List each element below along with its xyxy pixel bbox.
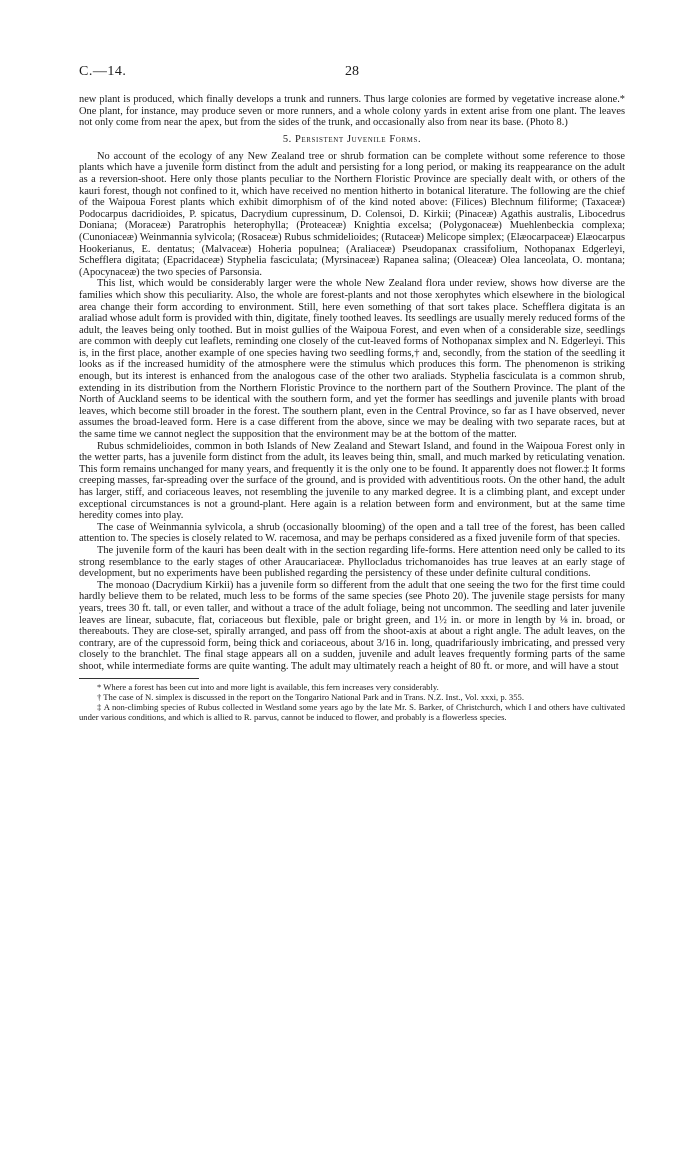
page-number: 28: [345, 64, 359, 79]
footnote: * Where a forest has been cut into and more light is available, this fern increases very considerably.: [97, 681, 439, 692]
paragraph-schefflera-styphelia: This list, which would be considerably larger were the whole New Zealand flora under review, shows how diverse are the families which show this peculiarity. Also, the whole are forest-plants and not those xerophytes which elsewhere in the biological area change their form according to environment. Still, here even something of that sort takes place. Schefflera digitata is an araliad whose adult form is provided with thin, digitate, finely toothed leaves. Its seedlings are usually merely reduced forms of the adult, the leaves being only toothed. But in moist gullies of the Waipoua Forest, and even when of a considerable size, seedlings are common with deeply cut leaflets, reminding one closely of the cut-leaved forms of Nothopanax simplex and N. Edgerleyi. This is, in the first place, another example of one species having two seedling forms,† and, secondly, from the station of the seedling it looks as if the increased humidity of the atmosphere were the stimulus which produces this form. The phenomenon is striking enough, but its interest is enhanced from the analogous case of the other two araliads. Styphelia fasciculata is a common shrub, extending in its distribution from the Northern Floristic Province to the northern part of the Southern Province. The plant of the North of Auckland seems to be identical with the southern form, and yet the former has seedlings and juvenile plants with broad leaves, which become still broader in the forest. The southern plant, even in the Central Province, so far as I have observed, never assumes the broad-leaved form. Here is a case different from the above, since we may be dealing with two separate races, but at the same time we cannot neglect the supposition that the environment may be at the bottom of the matter.: [79, 278, 625, 441]
footnote-divider: [79, 678, 199, 679]
footnotes: [79, 682, 625, 722]
paragraph-rubus: Rubus schmidelioides, common in both Islands of New Zealand and Stewart Island, and found in the Waipoua Forest only in the wetter parts, has a juvenile form distinct from the adult, its leaves being thin, small, and much marked by reticulating venation. This form remains unchanged for many years, and frequently it is the only one to be found. It apparently does not flower.‡ It forms creeping masses, far-spreading over the surface of the ground, and is provided with adventitious roots. On the other hand, the adult has larger, stiff, and coriaceous leaves, not resembling the juvenile to any marked degree. It is a climbing plant, and except under exceptional circumstances is not a ground-plant. Here again is a relation between form and environment, but at the same time heredity comes into play.: [79, 440, 625, 522]
page-header: [79, 64, 625, 84]
section-heading: 5. Persistent Juvenile Forms.: [282, 133, 422, 145]
paragraph-dimorphism-list: No account of the ecology of any New Zealand tree or shrub formation can be complete without some reference to those plants which have a juvenile form distinct from the adult and persisting for a long period, or making its reappearance on the adult as a reversion-shoot. Here only those plants peculiar to the Northern Floristic Province are specially dealt with, or others of the kauri forest, though not confined to it, which have received no mention hitherto in botanical literature. The following are the chief of the Waipoua Forest plants which exhibit dimorphism of of the kind noted above: (Filices) Blechnum filiforme; (Taxaceæ) Podocarpus dacridioides, P. spicatus, Dacrydium cupressinum, D. Colensoi, D. Kirkii; (Pinaceæ) Agathis australis, Libocedrus Doniana; (Moraceæ) Paratrophis heterophylla; (Proteaceæ) Knightia excelsa; (Polygonaceæ) Muehlenbeckia complexa; (Cunoniaceæ) Weinmannia sylvicola; (Rosaceæ) Rubus schmidelioides; (Rutaceæ) Melicope simplex; (Elæocarpaceæ) Elæocarpus Hookerianus, E. dentatus; (Malvaceæ) Hoheria populnea; (Araliaceæ) Pseudopanax crassifolium, Nothopanax Edgerleyi, Schefflera digitata; (Epacridaceæ) Styphelia fasciculata; (Myrsinaceæ) Rapanea salina; (Oleaceæ) Olea lanceolata, O. montana; (Apocynaceæ) the two species of Parsonsia.: [79, 150, 625, 278]
paragraph-weinmannia: The case of Weinmannia sylvicola, a shrub (occasionally blooming) of the open and a tall tree of the forest, has been called attention to. The species is closely related to W. racemosa, and may be perhaps considered as a fixed juvenile form of that species.: [79, 521, 625, 545]
footnote: † The case of N. simplex is discussed in the report on the Tongariro National Park and in Trans. N.Z. Inst., Vol. xxxi, p. 355.: [97, 691, 524, 702]
footnote: ‡ A non-climbing species of Rubus collected in Westland some years ago by the late Mr. S. Barker, of Christchurch, which I and others have cultivated under various conditions, and which is allied to R. parvus, cannot be induced to flower, and probably is a flowerless species.: [79, 701, 625, 722]
document-reference: C.—14.: [79, 64, 127, 79]
page-body: [79, 94, 625, 722]
paragraph-monoao: The monoao (Dacrydium Kirkii) has a juvenile form so different from the adult that one seeing the two for the first time could hardly believe them to be related, much less to be forms of the same species (see Photo 20). The juvenile stage persists for many years, trees 30 ft. tall, or even taller, and without a trace of the adult foliage, being not uncommon. The seedling and later juvenile leaves are linear, subacute, flat, coriaceous but flexible, pale or bright green, and 1½ in. or more in length by ⅛ in. broad, or thereabouts. They are close-set, spirally arranged, and pass off from the shoot-axis at about a right angle. The adult leaves, on the contrary, are of the cupressoid form, being thick and coriaceous, about 3/16 in. long, quadrifariously imbricating, and pressed very closely to the branchlet. The final stage appears all on a sudden, juvenile and adult leaves frequently forming parts of the same shoot, while intermediate forms are quite wanting. The adult may ultimately reach a height of 80 ft. or more, and will have a stout: [79, 579, 625, 672]
paragraph-intro: new plant is produced, which finally develops a trunk and runners. Thus large colonies are formed by vegetative increase alone.* One plant, for instance, may produce seven or more runners, and a whole colony yards in extent arise from one plant. The leaves not only come from near the apex, but from the sides of the trunk, and occasionally also from near its base. (Photo 8.): [79, 94, 625, 129]
paragraph-kauri: The juvenile form of the kauri has been dealt with in the section regarding life-forms. Here attention need only be called to its strong resemblance to the early stages of other Araucariaceæ. Phyllocladus trichomanoides has true leaves at an early stage of development, but no experiments have been published regarding the persistency of these under definite cultural conditions.: [79, 544, 625, 580]
